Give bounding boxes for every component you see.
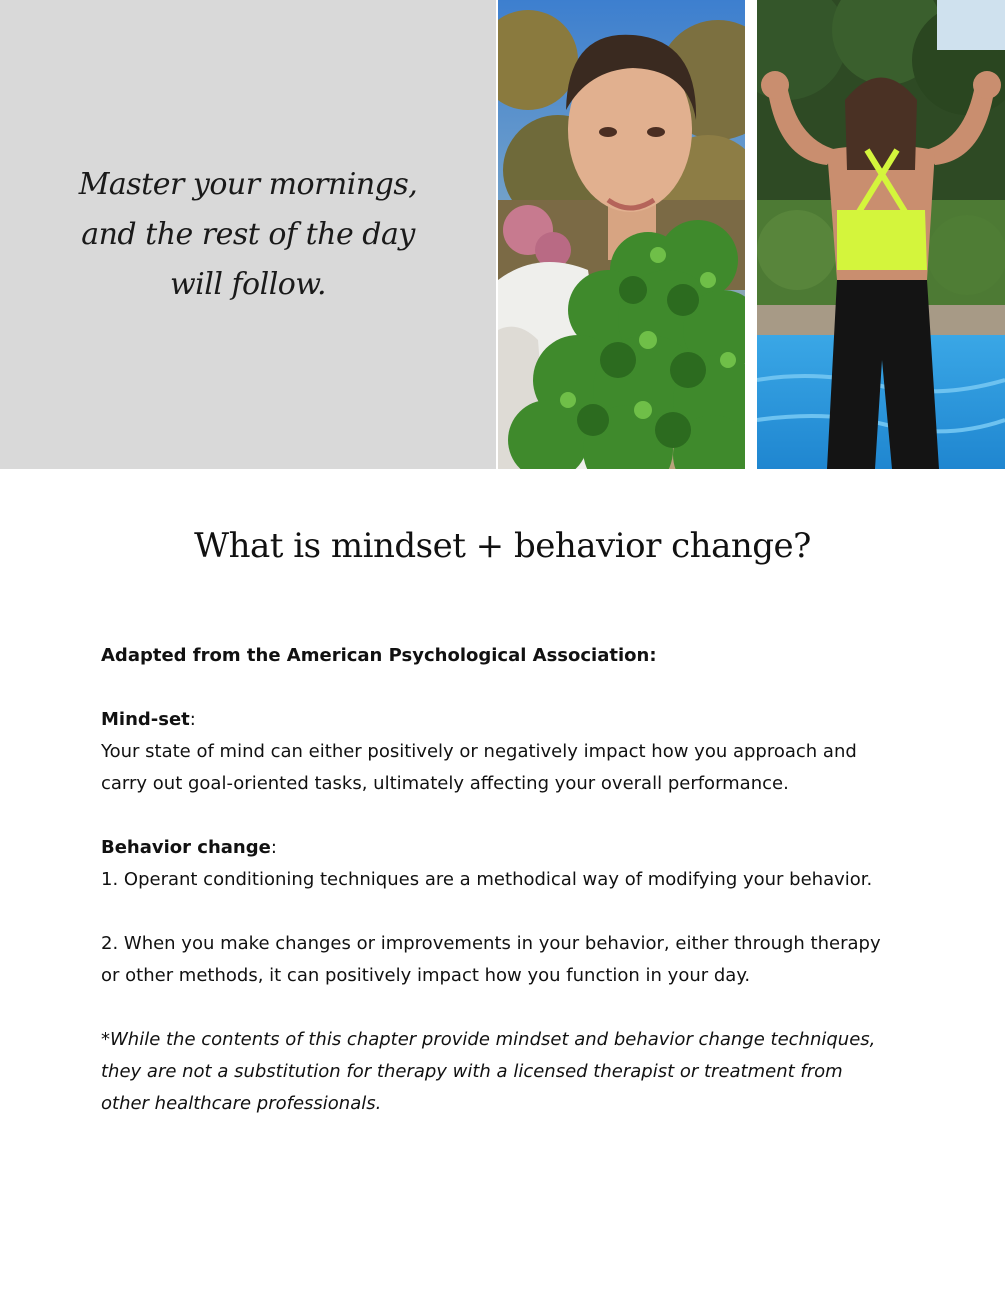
quote-line: and the rest of the day <box>81 217 415 252</box>
behavior-heading <box>101 832 891 864</box>
mindset-heading <box>101 704 891 736</box>
mindset-text: Your state of mind can either positively or negatively impact how you approach and carry out goal-oriented tasks, ultimately affecting your overall performance. <box>101 741 857 794</box>
quote-line: will follow. <box>169 267 327 302</box>
mindset-colon: : <box>189 709 196 730</box>
kale-photo-image <box>498 0 745 469</box>
body-content <box>101 640 891 1120</box>
photo-woman-with-kale <box>498 0 745 469</box>
disclaimer-text: *While the contents of this chapter provide mindset and behavior change techniques, they are not a substitution for therapy with a licensed therapist or treatment from other healthcare professionals. <box>101 1029 876 1114</box>
hero-quote <box>0 160 496 310</box>
behavior-label: Behavior change <box>101 837 271 858</box>
photo-woman-by-pool <box>757 0 1005 469</box>
mindset-label: Mind-set <box>101 709 190 730</box>
section-heading: What is mindset + behavior change? <box>194 526 811 566</box>
behavior-colon: : <box>270 837 277 858</box>
hero-banner <box>0 0 1005 469</box>
behavior-point-1: 1. Operant conditioning techniques are a methodical way of modifying your behavior. <box>101 869 873 890</box>
quote-panel <box>0 0 496 469</box>
pool-photo-image <box>757 0 1005 469</box>
quote-line: Master your mornings, <box>78 167 418 202</box>
source-line: Adapted from the American Psychological Association: <box>101 645 657 666</box>
behavior-point-2: 2. When you make changes or improvements in your behavior, either through therapy or other methods, it can positively impact how you function in your day. <box>101 933 881 986</box>
